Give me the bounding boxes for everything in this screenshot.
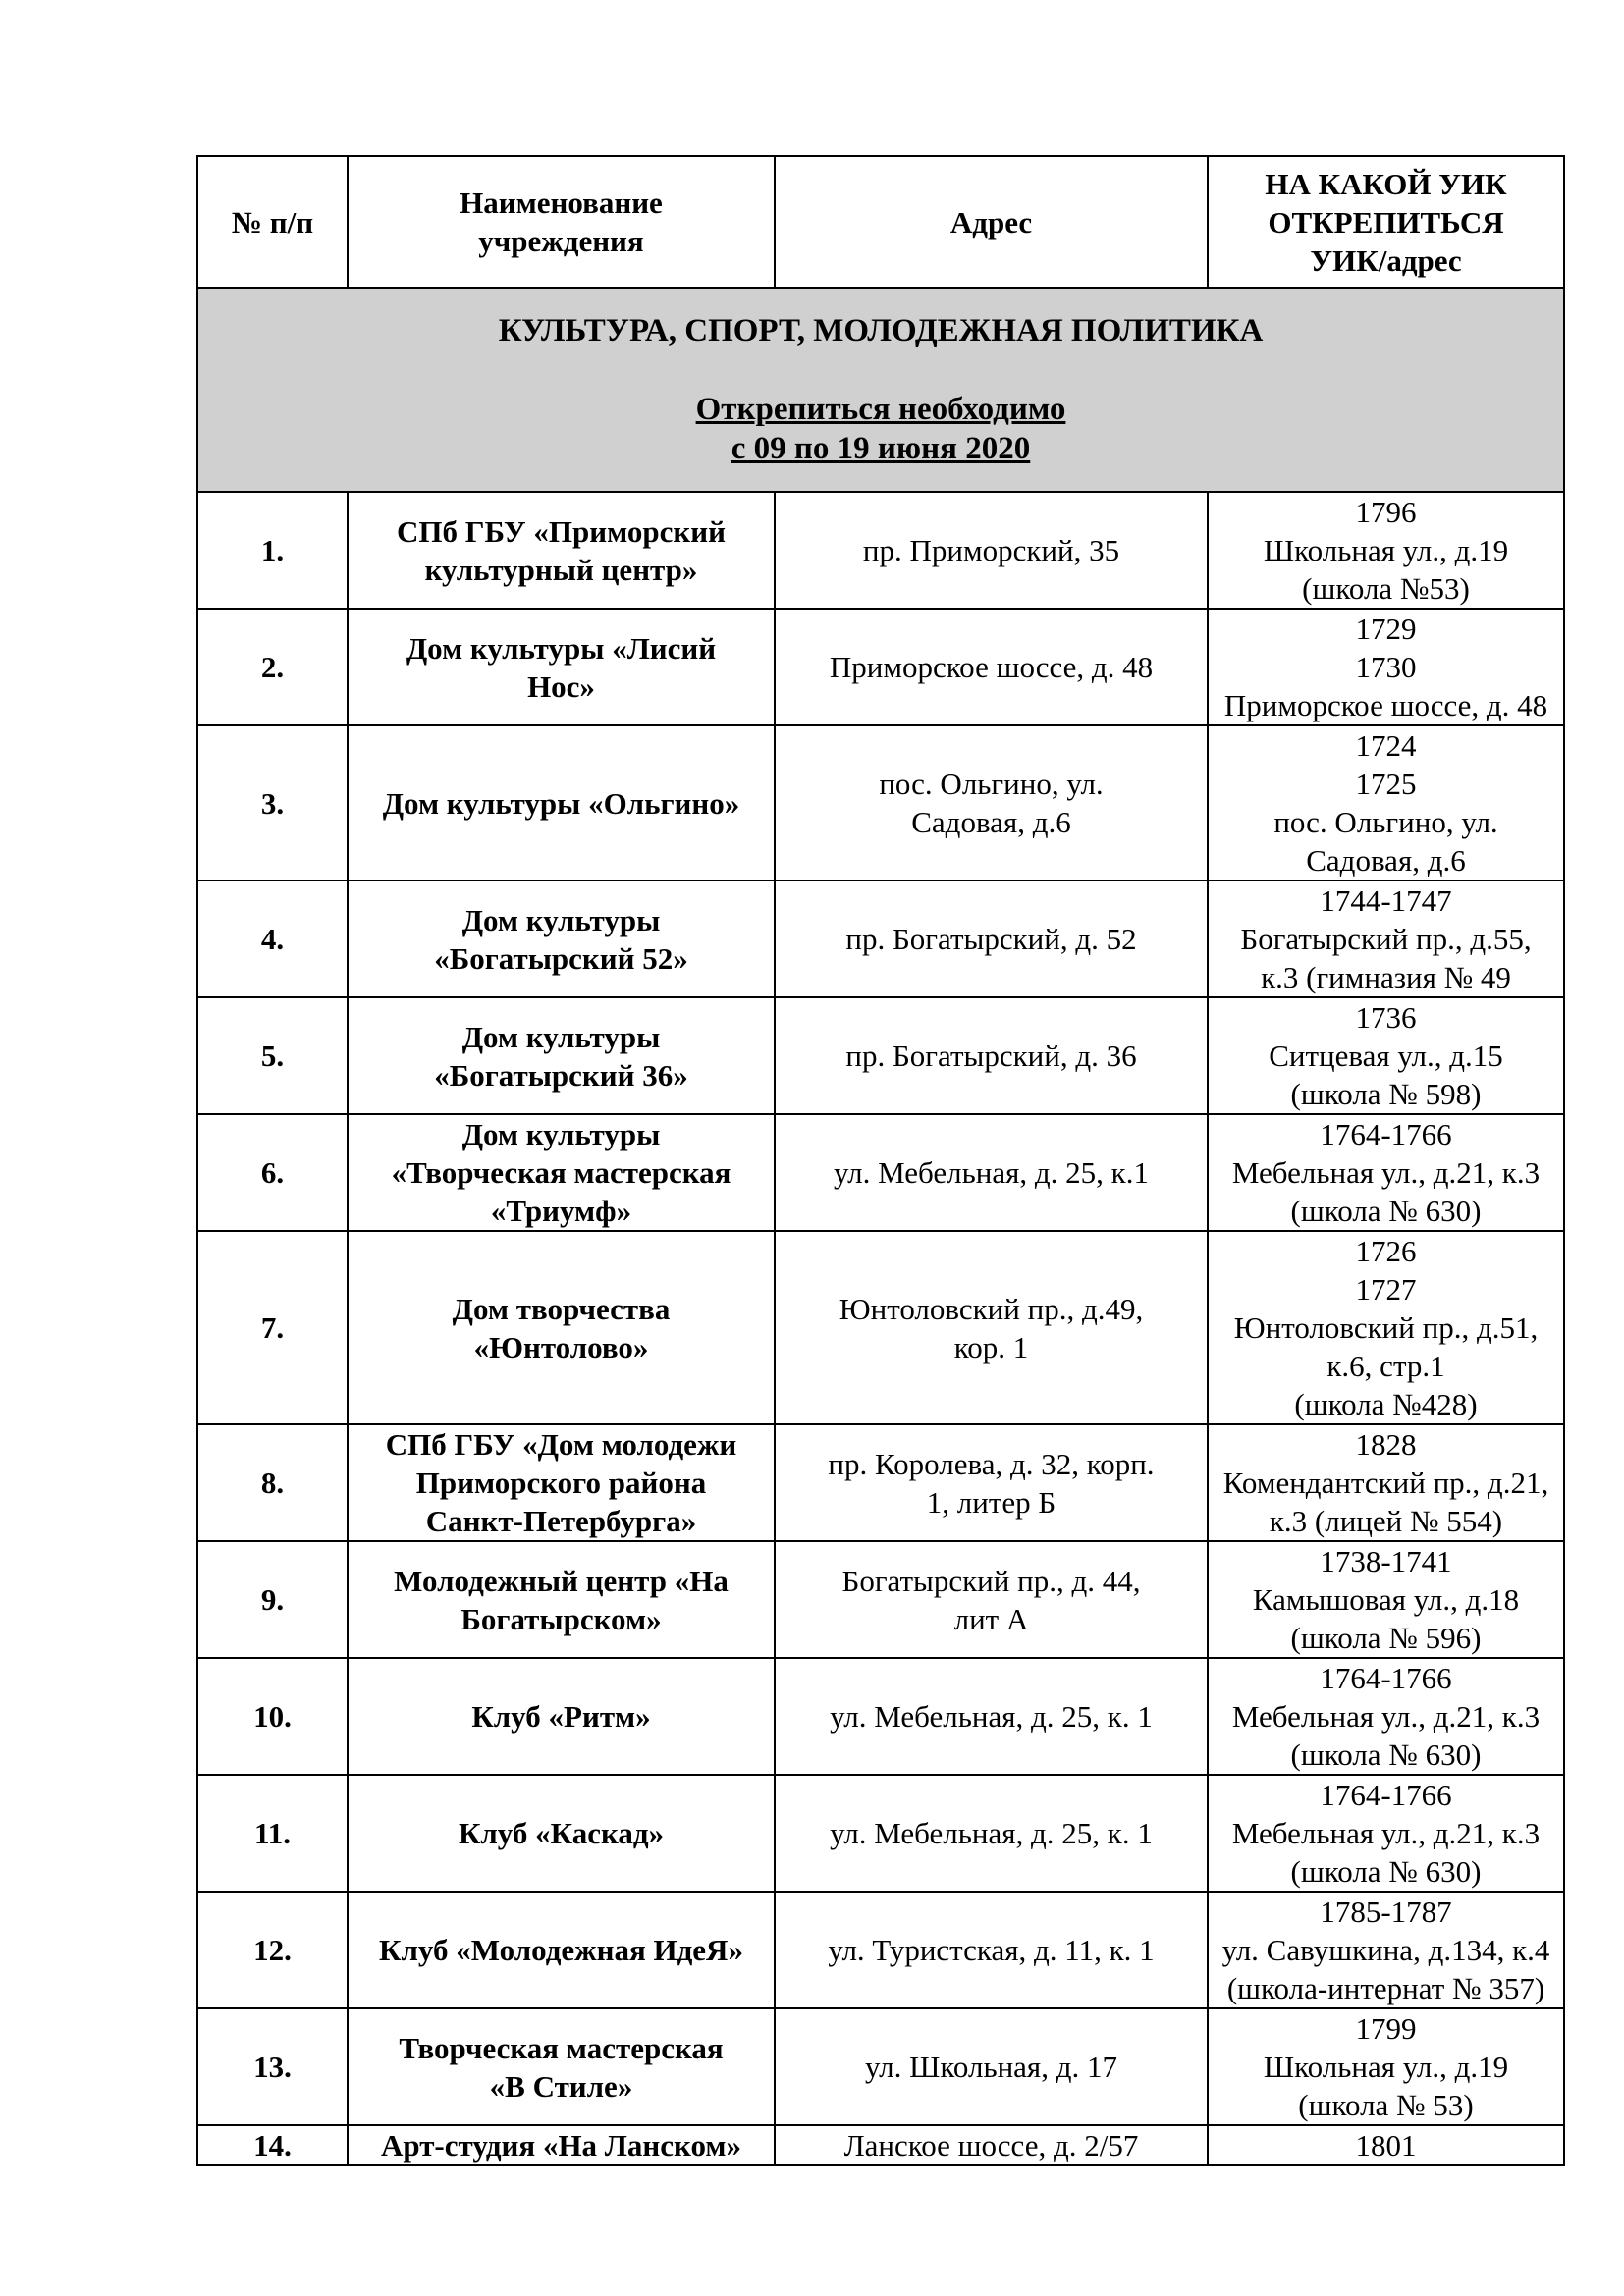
- polling-station-table: [196, 155, 1565, 2166]
- uik-info-line: (школа № 630): [1290, 1194, 1482, 1228]
- uik-info-line: 1727: [1355, 1272, 1417, 1307]
- uik-info: [1208, 725, 1564, 881]
- institution-name-line: Клуб «Каскад»: [458, 1816, 665, 1850]
- institution-name: [348, 1231, 775, 1424]
- uik-info: [1208, 997, 1564, 1114]
- institution-address: [775, 1775, 1208, 1892]
- institution-address: [775, 609, 1208, 725]
- uik-info-line: Камышовая ул., д.18: [1252, 1582, 1520, 1617]
- institution-name-line: «Богатырский 36»: [434, 1057, 688, 1093]
- table-row: [197, 881, 1564, 997]
- institution-address-line: ул. Школьная, д. 17: [865, 2050, 1117, 2084]
- institution-name-line: Богатырском»: [460, 1601, 662, 1636]
- header-name-line: Наименование: [460, 186, 663, 220]
- header-uik-line: ОТКРЕПИТЬСЯ: [1268, 204, 1504, 240]
- uik-info: [1208, 2008, 1564, 2125]
- institution-address-line: Юнтоловский пр., д.49,: [839, 1291, 1144, 1326]
- section-title: КУЛЬТУРА, СПОРТ, МОЛОДЕЖНАЯ ПОЛИТИКА: [498, 313, 1264, 348]
- institution-address-line: пр. Богатырский, д. 36: [845, 1039, 1137, 1073]
- institution-name-line: Творческая мастерская: [399, 2030, 724, 2065]
- uik-info-line: (школа № 598): [1290, 1077, 1482, 1111]
- uik-info-line: 1744-1747: [1320, 883, 1452, 918]
- uik-info-line: к.3 (гимназия № 49: [1261, 960, 1511, 994]
- uik-info-line: Богатырский пр., д.55,: [1240, 922, 1532, 956]
- section-deadline-dates: с 09 по 19 июня 2020: [731, 431, 1031, 466]
- uik-info-line: 1764-1766: [1320, 1661, 1452, 1695]
- institution-address-line: Ланское шоссе, д. 2/57: [843, 2128, 1139, 2163]
- uik-info-line: Школьная ул., д.19: [1263, 2050, 1509, 2084]
- header-num: № п/п: [197, 156, 348, 288]
- row-number: 11.: [197, 1775, 348, 1892]
- institution-address-line: пр. Королева, д. 32, корп.: [828, 1446, 1155, 1481]
- institution-address-line: пр. Приморский, 35: [862, 533, 1120, 567]
- uik-info-line: (школа № 53): [1298, 2088, 1474, 2122]
- institution-name: [348, 492, 775, 609]
- institution-name-line: Нос»: [527, 668, 595, 704]
- institution-name-line: Клуб «Молодежная ИдеЯ»: [379, 1933, 743, 1967]
- table-row: [197, 1114, 1564, 1231]
- institution-name: [348, 1658, 775, 1775]
- institution-address: [775, 1892, 1208, 2008]
- uik-info-line: 1725: [1355, 767, 1417, 801]
- uik-info: [1208, 1892, 1564, 2008]
- uik-info: [1208, 1658, 1564, 1775]
- section-deadline-line: Открепиться необходимо: [695, 392, 1066, 427]
- header-address: Адрес: [775, 156, 1208, 288]
- institution-name-line: Дом культуры: [461, 1117, 661, 1151]
- uik-info: [1208, 1114, 1564, 1231]
- table-row: [197, 1775, 1564, 1892]
- institution-name: [348, 2008, 775, 2125]
- institution-name: [348, 1424, 775, 1541]
- section-cell: [197, 288, 1564, 492]
- header-name: [348, 156, 775, 288]
- institution-name: [348, 2125, 775, 2165]
- uik-info-line: 1799: [1355, 2011, 1417, 2046]
- uik-info-line: (школа № 630): [1290, 1737, 1482, 1772]
- uik-info-line: 1724: [1355, 728, 1417, 763]
- table-row: [197, 1231, 1564, 1424]
- uik-info-line: Юнтоловский пр., д.51,: [1233, 1310, 1539, 1345]
- table-row: [197, 1892, 1564, 2008]
- institution-name-line: Дом культуры «Лисий: [406, 630, 717, 666]
- institution-address: [775, 1231, 1208, 1424]
- institution-name-line: Дом творчества: [452, 1291, 671, 1326]
- uik-info-line: Школьная ул., д.19: [1263, 533, 1509, 567]
- institution-name-line: СПб ГБУ «Дом молодежи: [385, 1427, 737, 1462]
- institution-name-line: «Богатырский 52»: [434, 940, 688, 976]
- uik-info-line: 1738-1741: [1320, 1544, 1452, 1578]
- institution-address: [775, 2008, 1208, 2125]
- table-row: [197, 725, 1564, 881]
- row-number: 3.: [197, 725, 348, 881]
- uik-info-line: Мебельная ул., д.21, к.3: [1231, 1699, 1541, 1734]
- uik-info-line: (школа №53): [1302, 571, 1470, 606]
- uik-info: [1208, 1775, 1564, 1892]
- uik-info: [1208, 1231, 1564, 1424]
- uik-info-line: Ситцевая ул., д.15: [1269, 1039, 1503, 1073]
- uik-info: [1208, 881, 1564, 997]
- institution-address-line: Богатырский пр., д. 44,: [841, 1563, 1141, 1598]
- row-number: 12.: [197, 1892, 348, 2008]
- uik-info: [1208, 2125, 1564, 2165]
- institution-address-line: пос. Ольгино, ул.: [879, 767, 1104, 801]
- institution-address: [775, 881, 1208, 997]
- institution-name: [348, 997, 775, 1114]
- uik-info-line: 1801: [1355, 2128, 1417, 2163]
- header-row: [197, 156, 1564, 288]
- institution-name-line: Дом культуры: [461, 1019, 661, 1054]
- institution-address: [775, 1541, 1208, 1658]
- uik-info-line: пос. Ольгино, ул.: [1273, 805, 1498, 839]
- institution-address: [775, 725, 1208, 881]
- row-number: 6.: [197, 1114, 348, 1231]
- uik-info-line: 1796: [1355, 495, 1417, 529]
- uik-info: [1208, 492, 1564, 609]
- institution-name-line: Приморского района: [415, 1466, 707, 1500]
- institution-name: [348, 1775, 775, 1892]
- institution-name: [348, 1541, 775, 1658]
- row-number: 10.: [197, 1658, 348, 1775]
- institution-address-line: ул. Мебельная, д. 25, к. 1: [830, 1816, 1153, 1850]
- institution-address: [775, 2125, 1208, 2165]
- uik-info-line: 1764-1766: [1320, 1117, 1452, 1151]
- institution-name: [348, 1892, 775, 2008]
- institution-address: [775, 997, 1208, 1114]
- uik-info-line: к.6, стр.1: [1326, 1349, 1445, 1383]
- header-uik-line: УИК/адрес: [1310, 242, 1462, 278]
- institution-name: [348, 609, 775, 725]
- institution-name-line: «В Стиле»: [489, 2068, 633, 2104]
- institution-address-line: ул. Мебельная, д. 25, к. 1: [830, 1699, 1153, 1734]
- institution-address-line: ул. Мебельная, д. 25, к.1: [834, 1155, 1149, 1190]
- institution-address: [775, 1114, 1208, 1231]
- institution-name-line: Клуб «Ритм»: [471, 1699, 651, 1734]
- uik-info: [1208, 1541, 1564, 1658]
- institution-name-line: «Юнтолово»: [473, 1329, 649, 1364]
- institution-name: [348, 1114, 775, 1231]
- institution-address-line: кор. 1: [953, 1329, 1029, 1364]
- institution-address-line: Садовая, д.6: [911, 805, 1071, 839]
- row-number: 1.: [197, 492, 348, 609]
- institution-name: [348, 725, 775, 881]
- institution-address-line: ул. Туристская, д. 11, к. 1: [828, 1933, 1155, 1967]
- uik-info-line: 1736: [1355, 1000, 1417, 1035]
- uik-info-line: 1729: [1355, 612, 1417, 646]
- table-row: [197, 997, 1564, 1114]
- institution-address: [775, 492, 1208, 609]
- institution-name-line: Дом культуры «Ольгино»: [382, 785, 740, 821]
- institution-name-line: Арт-студия «На Ланском»: [380, 2128, 742, 2163]
- uik-info-line: (школа № 596): [1290, 1621, 1482, 1655]
- institution-name-line: СПб ГБУ «Приморский: [397, 513, 726, 549]
- uik-info-line: 1764-1766: [1320, 1778, 1452, 1812]
- institution-address-line: Приморское шоссе, д. 48: [829, 650, 1154, 684]
- uik-info-line: Комендантский пр., д.21,: [1222, 1466, 1549, 1500]
- uik-info-line: Приморское шоссе, д. 48: [1223, 688, 1548, 722]
- uik-info-line: 1726: [1355, 1234, 1417, 1268]
- uik-info-line: 1785-1787: [1320, 1895, 1452, 1929]
- row-number: 7.: [197, 1231, 348, 1424]
- uik-info-line: (школа №428): [1294, 1387, 1478, 1421]
- uik-info-line: к.3 (лицей № 554): [1269, 1504, 1503, 1538]
- table-row: [197, 1658, 1564, 1775]
- institution-name-line: «Триумф»: [490, 1194, 632, 1228]
- institution-address: [775, 1658, 1208, 1775]
- uik-info-line: Садовая, д.6: [1306, 843, 1466, 878]
- section-row: [197, 288, 1564, 492]
- row-number: 8.: [197, 1424, 348, 1541]
- uik-info-line: 1730: [1355, 650, 1417, 684]
- header-name-line: учреждения: [478, 224, 644, 258]
- uik-info: [1208, 609, 1564, 725]
- row-number: 13.: [197, 2008, 348, 2125]
- table-row: [197, 1424, 1564, 1541]
- table-row: [197, 492, 1564, 609]
- table-row: [197, 609, 1564, 725]
- institution-name-line: культурный центр»: [424, 552, 698, 587]
- institution-name-line: «Творческая мастерская: [391, 1155, 731, 1190]
- institution-name-line: Дом культуры: [461, 902, 661, 937]
- row-number: 4.: [197, 881, 348, 997]
- uik-info: [1208, 1424, 1564, 1541]
- institution-name: [348, 881, 775, 997]
- header-uik-line: НА КАКОЙ УИК: [1265, 166, 1507, 201]
- uik-info-line: Мебельная ул., д.21, к.3: [1231, 1816, 1541, 1850]
- table-row: [197, 1541, 1564, 1658]
- institution-name-line: Санкт-Петербурга»: [425, 1504, 697, 1538]
- row-number: 9.: [197, 1541, 348, 1658]
- table-row: [197, 2125, 1564, 2165]
- institution-address-line: 1, литер Б: [926, 1484, 1056, 1520]
- uik-info-line: ул. Савушкина, д.134, к.4: [1221, 1933, 1550, 1967]
- header-uik: [1208, 156, 1564, 288]
- uik-info-line: 1828: [1355, 1427, 1417, 1462]
- institution-address-line: лит А: [953, 1601, 1029, 1636]
- row-number: 14.: [197, 2125, 348, 2165]
- row-number: 2.: [197, 609, 348, 725]
- institution-address-line: пр. Богатырский, д. 52: [845, 922, 1137, 956]
- institution-name-line: Молодежный центр «На: [394, 1563, 729, 1598]
- uik-info-line: (школа № 630): [1290, 1854, 1482, 1889]
- row-number: 5.: [197, 997, 348, 1114]
- uik-info-line: (школа-интернат № 357): [1226, 1971, 1545, 2005]
- institution-address: [775, 1424, 1208, 1541]
- uik-info-line: Мебельная ул., д.21, к.3: [1231, 1155, 1541, 1190]
- table-row: [197, 2008, 1564, 2125]
